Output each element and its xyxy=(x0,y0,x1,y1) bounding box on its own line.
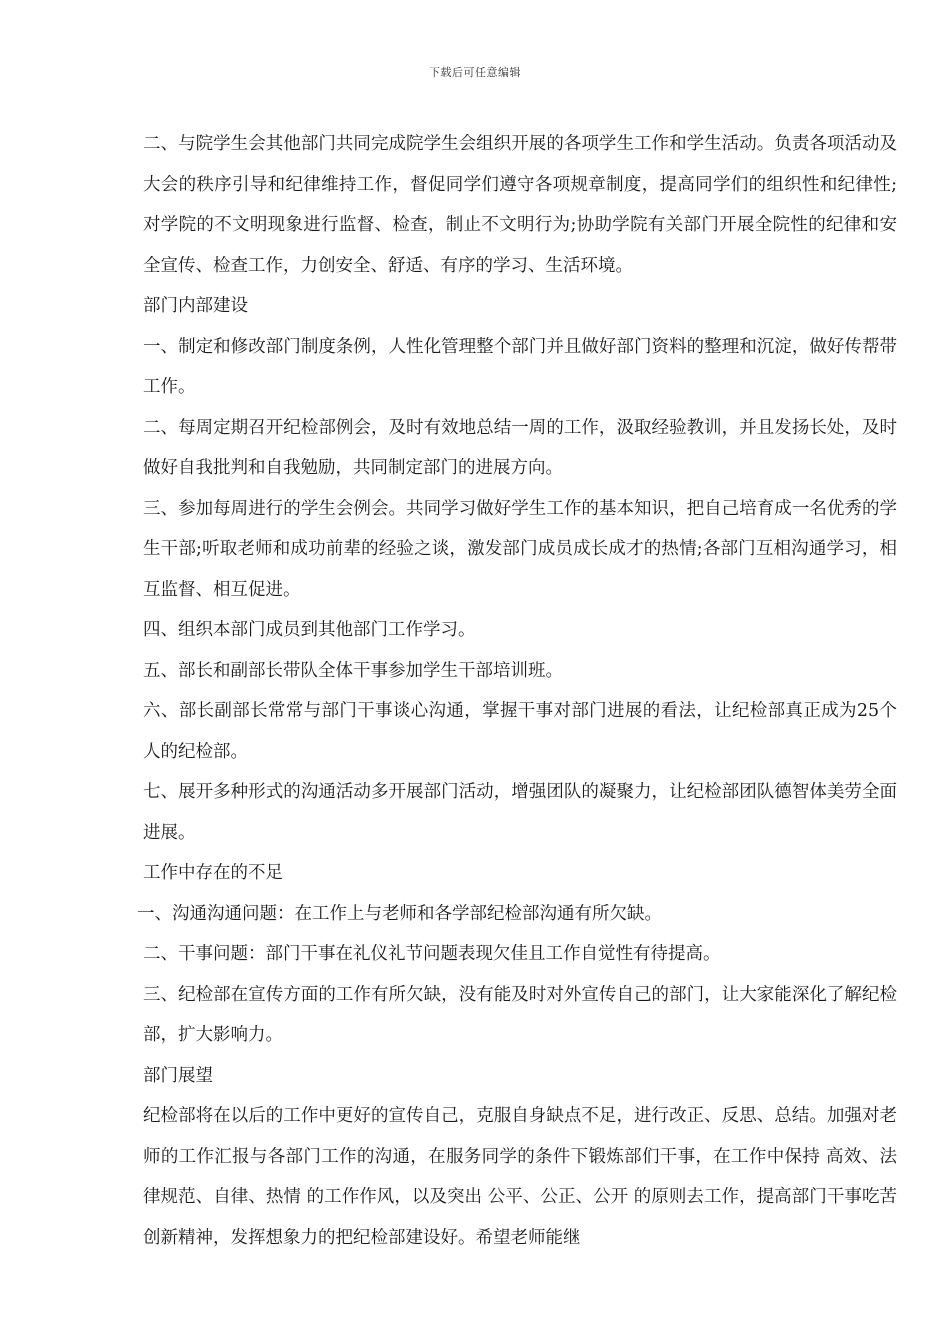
paragraph-item-3: 三、参加每周进行的学生会例会。共同学习做好学生工作的基本知识，把自己培育成一名优秀的学生干部;听取老师和成功前辈的经验之谈，激发部门成员成长成才的热情;各部门互相沟通学习，相互监督、相互促进。 xyxy=(143,498,897,600)
paragraph-item-5: 五、部长和副部长带队全体干事参加学生干部培训班。 xyxy=(143,660,563,681)
section-heading-outlook: 部门展望 xyxy=(143,1065,213,1086)
paragraph-shortcoming-1: 一、沟通沟通问题：在工作上与老师和各学部纪检部沟通有所欠缺。 xyxy=(137,903,662,924)
paragraph-item-2: 二、每周定期召开纪检部例会，及时有效地总结一周的工作，汲取经验教训，并且发扬长处，及时做好自我批判和自我勉励，共同制定部门的进展方向。 xyxy=(143,417,897,478)
paragraph-shortcoming-2: 二、干事问题：部门干事在礼仪礼节问题表现欠佳且工作自觉性有待提高。 xyxy=(143,944,721,964)
paragraph-item-1: 一、制定和修改部门制度条例，人性化管理整个部门并且做好部门资料的整理和沉淀，做好传帮带工作。 xyxy=(143,336,897,397)
section-heading-shortcomings: 工作中存在的不足 xyxy=(143,863,283,883)
paragraph-item-7: 七、展开多种形式的沟通活动多开展部门活动，增强团队的凝聚力，让纪检部团队德智体美劳全面进展。 xyxy=(143,782,897,843)
document-body xyxy=(137,124,897,1258)
paragraph-item-6: 六、部长副部长常常与部门干事谈心沟通，掌握干事对部门进展的看法，让纪检部真正成为25个人的纪检部。 xyxy=(143,701,897,762)
paragraph-shortcoming-3: 三、纪检部在宣传方面的工作有所欠缺，没有能及时对外宣传自己的部门，让大家能深化了解纪检部，扩大影响力。 xyxy=(143,984,897,1045)
paragraph-student-union-duties: 二、与院学生会其他部门共同完成院学生会组织开展的各项学生工作和学生活动。负责各项活动及大会的秩序引导和纪律维持工作，督促同学们遵守各项规章制度，提高同学们的组织性和纪律性;对学院的不文明现象进行监督、检查，制止不文明行为;协助学院有关部门开展全院性的纪律和安全宣传、检查工作，力创安全、舒适、有序的学习、生活环境。 xyxy=(143,134,897,276)
page-header: 下载后可任意编辑 xyxy=(429,66,521,79)
paragraph-item-4: 四、组织本部门成员到其他部门工作学习。 xyxy=(143,620,476,640)
paragraph-outlook: 纪检部将在以后的工作中更好的宣传自己，克服自身缺点不足，进行改正、反思、总结。加强对老师的工作汇报与各部门工作的沟通，在服务同学的条件下锻炼部们干事，在工作中保持 高效、法律规范、自律、热情 的工作作风，以及突出 公平、公正、公开 的原则去工作，提高部门干事吃苦创新精神，发挥想象力的把纪检部建设好。希望老师能继 xyxy=(143,1106,897,1248)
section-heading-internal-construction: 部门内部建设 xyxy=(143,296,248,316)
